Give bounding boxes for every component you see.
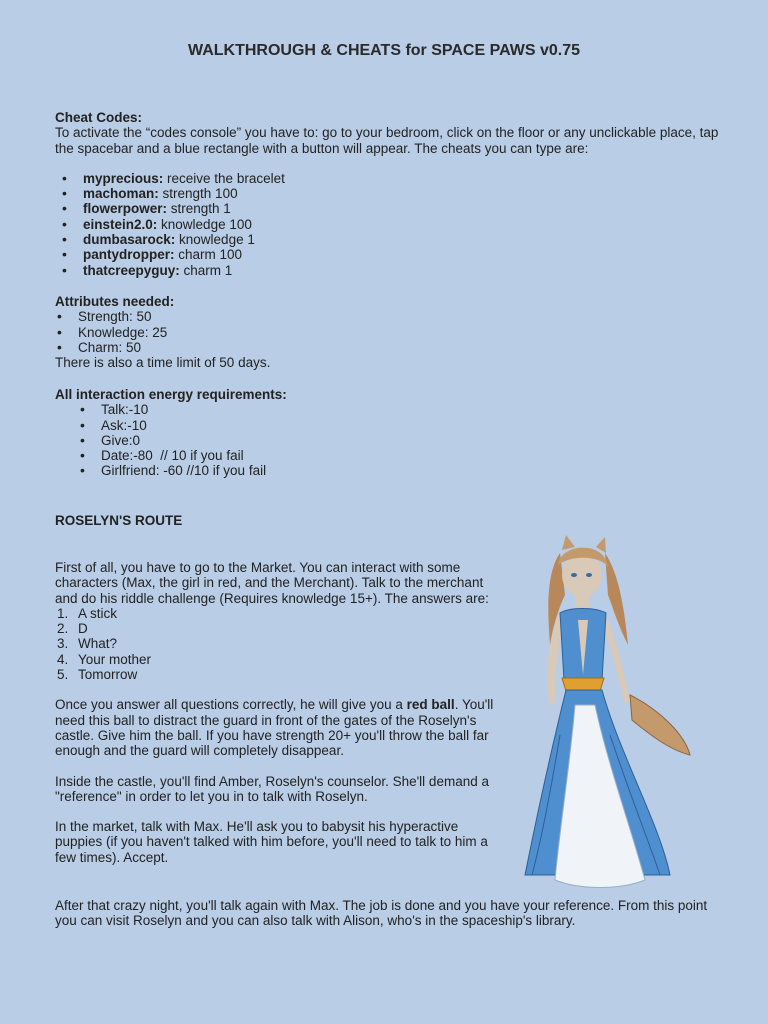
answers-list xyxy=(55,606,495,682)
answer-item xyxy=(55,652,495,667)
answer-item xyxy=(55,621,495,636)
answer-number: 2. xyxy=(57,621,69,637)
attributes-section xyxy=(55,294,725,370)
cheat-code: dumbasarock: xyxy=(83,232,176,248)
answer-item xyxy=(55,667,495,682)
energy-item: • Date:-80 // 10 if you fail xyxy=(55,448,725,463)
cheat-item xyxy=(55,186,725,201)
cheat-code: einstein2.0: xyxy=(83,216,158,232)
cheat-code: thatcreepyguy: xyxy=(83,262,180,278)
route-paragraph-castle: Inside the castle, you'll find Amber, Roselyn's counselor. She'll demand a "reference" in order to let you in to talk with Roselyn. xyxy=(55,773,489,804)
answer-text: A stick xyxy=(78,605,118,621)
answer-number: 4. xyxy=(57,651,69,667)
route-paragraph-red-ball xyxy=(55,697,495,758)
answer-text: Your mother xyxy=(78,651,152,667)
route-intro: First of all, you have to go to the Market. You can interact with some characters (Max, the girl in red, and the Merchant). Talk to the merchant and do his riddle challenge (Requires knowledge 15+). The answers are: xyxy=(55,560,489,606)
cheat-list xyxy=(55,171,725,278)
energy-item: • Give:0 xyxy=(55,433,725,448)
cheat-item xyxy=(55,217,725,232)
cheat-item xyxy=(55,247,725,262)
roselyn-character-illustration xyxy=(520,535,695,900)
cheat-effect: knowledge 100 xyxy=(157,216,252,232)
route-heading: ROSELYN'S ROUTE xyxy=(55,513,183,528)
answer-text: D xyxy=(78,621,88,637)
answer-text: What? xyxy=(78,636,118,652)
cheat-effect: strength 1 xyxy=(167,201,231,217)
attributes-heading: Attributes needed: xyxy=(55,294,175,309)
answer-text: Tomorrow xyxy=(78,667,138,683)
energy-item: • Ask:-10 xyxy=(55,418,725,433)
text-span: . You'll need this ball to distract the guard in front of the gates of the Roselyn's castle. Give him the ball. If you have strength 20+ you'll throw the ball far enough and the guard will completely disappear. xyxy=(55,697,494,759)
answer-number: 3. xyxy=(57,636,69,652)
energy-section xyxy=(55,387,725,479)
red-ball-highlight: red ball xyxy=(406,697,455,713)
attribute-item: • Knowledge: 25 xyxy=(55,325,725,340)
route-section xyxy=(55,560,495,865)
route-paragraph-reference: After that crazy night, you'll talk again with Max. The job is done and you have your reference. From this point you can visit Roselyn and you can also talk with Alison, who's in the spaceship's library. xyxy=(55,898,708,929)
cheat-codes-heading: Cheat Codes: xyxy=(55,110,143,125)
cheat-codes-intro: To activate the “codes console” you have to: go to your bedroom, click on the floor or any unclickable place, tap the spacebar and a blue rectangle with a button will appear. The cheats you can type are: xyxy=(55,125,719,156)
answer-item xyxy=(55,606,495,621)
cheat-code: pantydropper: xyxy=(83,247,175,263)
time-limit-note: There is also a time limit of 50 days. xyxy=(55,355,271,371)
cheat-item xyxy=(55,263,725,278)
cheat-item xyxy=(55,201,725,216)
attribute-item: • Charm: 50 xyxy=(55,340,725,355)
energy-list xyxy=(55,402,725,478)
text-span: Once you answer all questions correctly, he will give you a xyxy=(55,697,407,713)
cheat-code: myprecious: xyxy=(83,170,164,186)
cheat-item xyxy=(55,232,725,247)
cheat-effect: charm 100 xyxy=(174,247,243,263)
cheat-code: flowerpower: xyxy=(83,201,168,217)
attribute-item: • Strength: 50 xyxy=(55,309,725,324)
cheat-effect: strength 100 xyxy=(158,186,238,202)
cheat-effect: receive the bracelet xyxy=(163,170,285,186)
attributes-list xyxy=(55,309,725,355)
energy-item: • Girlfriend: -60 //10 if you fail xyxy=(55,463,725,478)
cheat-item xyxy=(55,171,725,186)
route-paragraph-max: In the market, talk with Max. He'll ask you to babysit his hyperactive puppies (if you haven't talked with him before, you'll need to talk to him a few times). Accept. xyxy=(55,819,488,865)
cheat-effect: knowledge 1 xyxy=(175,232,255,248)
page-title: WALKTHROUGH & CHEATS for SPACE PAWS v0.75 xyxy=(187,42,581,59)
cheat-codes-section xyxy=(55,110,725,278)
answer-number: 5. xyxy=(57,667,69,683)
answer-item xyxy=(55,636,495,651)
energy-heading: All interaction energy requirements: xyxy=(55,387,287,402)
answer-number: 1. xyxy=(57,605,69,621)
energy-item: • Talk:-10 xyxy=(55,402,725,417)
cheat-code: machoman: xyxy=(83,186,159,202)
cheat-effect: charm 1 xyxy=(179,262,233,278)
